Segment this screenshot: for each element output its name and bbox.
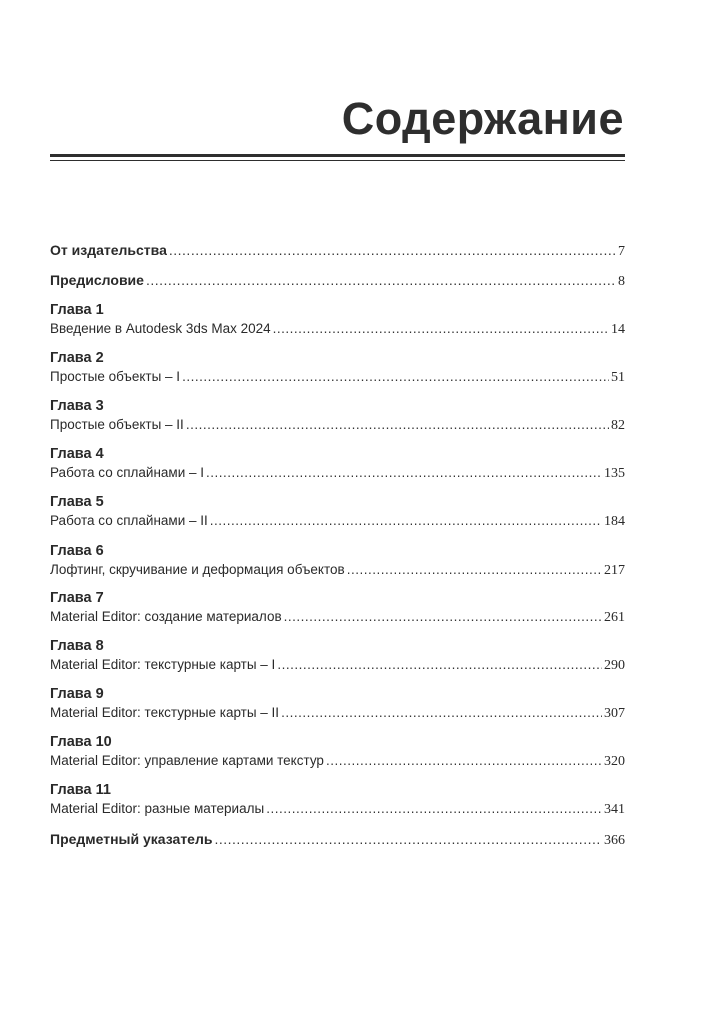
toc-entry-ch9[interactable] [50,705,625,722]
toc-entry-title: Material Editor: управление картами текстур [50,753,324,768]
toc-entry-title: Работа со сплайнами – I [50,465,204,480]
chapter-label-7: Глава 7 [50,590,104,606]
dot-leader [347,562,602,578]
dot-leader [210,513,602,529]
toc-entry-page: 14 [611,322,625,337]
toc-entry-page: 341 [604,802,625,817]
dot-leader [277,657,602,673]
toc-entry-ch7[interactable] [50,609,625,626]
toc-entry-page: 261 [604,610,625,625]
toc-entry-preface[interactable] [50,272,625,290]
chapter-label-8: Глава 8 [50,638,104,654]
chapter-label-11: Глава 11 [50,782,111,798]
toc-entry-page: 51 [611,370,625,385]
chapter-label-3: Глава 3 [50,398,104,414]
dot-leader [284,609,602,625]
toc-entry-title: Работа со сплайнами – II [50,513,208,528]
toc-entry-page: 320 [604,754,625,769]
toc-entry-page: 307 [604,706,625,721]
toc-entry-ch3[interactable] [50,417,625,434]
dot-leader [281,705,602,721]
chapter-label-5: Глава 5 [50,494,104,510]
chapter-label-6: Глава 6 [50,543,104,559]
toc-entry-ch8[interactable] [50,657,625,674]
chapter-label-10: Глава 10 [50,734,112,750]
toc-entry-title: Предметный указатель [50,831,213,847]
dot-leader [214,831,602,847]
chapter-label-1: Глава 1 [50,302,104,318]
dot-leader [182,369,609,385]
toc-entry-page: 8 [618,274,625,289]
toc-entry-page: 7 [618,244,625,259]
toc-entry-page: 82 [611,418,625,433]
dot-leader [206,465,602,481]
toc-entry-title: Простые объекты – I [50,369,181,384]
dot-leader [266,801,602,817]
toc-entry-title: Предисловие [50,272,144,288]
toc-entry-ch4[interactable] [50,465,625,482]
toc-entry-title: Введение в Autodesk 3ds Max 2024 [50,321,271,336]
toc-entry-ch1[interactable] [50,321,625,338]
toc-entry-title: От издательства [50,242,167,258]
toc-entry-title: Простые объекты – II [50,417,184,432]
dot-leader [186,417,609,433]
toc-entry-title: Material Editor: текстурные карты – II [50,705,280,720]
dot-leader [146,272,616,288]
toc-entry-page: 290 [604,658,625,673]
toc-entry-ch2[interactable] [50,369,625,386]
toc-entry-index[interactable] [50,831,625,849]
title-rule-thin [50,160,625,161]
dot-leader [169,242,616,258]
toc-entry-title: Material Editor: создание материалов [50,609,282,624]
toc-entry-page: 217 [604,563,625,578]
toc-entry-ch6[interactable] [50,562,625,579]
title-rule-thick [50,154,625,157]
dot-leader [273,321,609,337]
chapter-label-4: Глава 4 [50,446,104,462]
toc-entry-page: 135 [604,466,625,481]
toc-entry-title: Material Editor: текстурные карты – I [50,657,276,672]
toc-entry-page: 366 [604,833,625,848]
dot-leader [326,753,602,769]
toc-entry-ch5[interactable] [50,513,625,530]
toc-entry-ch10[interactable] [50,753,625,770]
toc-entry-title: Material Editor: разные материалы [50,801,265,816]
toc-entry-page: 184 [604,514,625,529]
chapter-label-9: Глава 9 [50,686,104,702]
toc-entry-publisher[interactable] [50,242,625,260]
toc-entry-title: Лофтинг, скручивание и деформация объектов [50,562,345,577]
toc-entry-ch11[interactable] [50,801,625,818]
chapter-label-2: Глава 2 [50,350,104,366]
page-title: Содержание [341,93,624,144]
